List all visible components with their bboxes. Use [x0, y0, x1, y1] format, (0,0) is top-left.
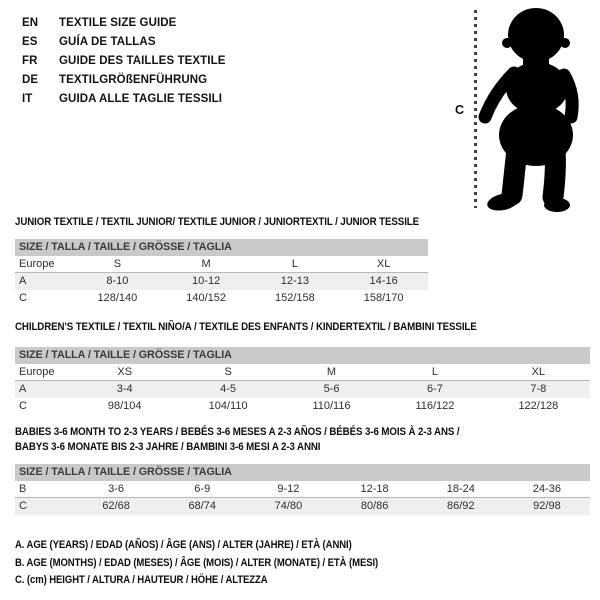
table-row	[15, 290, 428, 307]
size-table-title	[15, 215, 464, 230]
size-table-title	[15, 320, 528, 335]
size-table-rows	[15, 256, 428, 307]
size-value-cell: 122/128	[518, 400, 559, 412]
size-value-cell: 3-4	[116, 383, 133, 395]
size-table	[15, 239, 428, 307]
table-row	[15, 498, 590, 515]
size-value-cell: 8-10	[106, 275, 129, 287]
size-value-cell: L	[291, 258, 298, 270]
language-row	[22, 51, 226, 70]
size-table	[15, 347, 590, 415]
size-value-cell: XL	[531, 366, 546, 378]
size-value-cell: 92/98	[533, 500, 561, 512]
row-label: Europe	[19, 258, 55, 270]
size-value-cell: S	[113, 258, 122, 270]
row-label: C	[19, 500, 27, 512]
size-value-cell: 98/104	[107, 400, 142, 412]
size-value-cell: 18-24	[446, 483, 475, 495]
height-measure-label: C	[455, 103, 465, 117]
size-value-cell: 12-18	[360, 483, 389, 495]
size-value-cell: L	[431, 366, 438, 378]
size-value-cell: 10-12	[192, 275, 221, 287]
size-table-title-line: BABYS 3-6 MONATE BIS 2-3 JAHRE / BAMBINI 3-6 MESI A 2-3 ANNI	[15, 441, 321, 453]
table-row	[15, 381, 590, 398]
table-row	[15, 256, 428, 273]
language-title: GUIDE DES TAILLES TEXTILE	[59, 54, 226, 67]
footnote-line: A. AGE (YEARS) / EDAD (AÑOS) / ÂGE (ANS) / ALTER (JAHRE) / ETÀ (ANNI)	[15, 539, 352, 551]
language-row	[22, 71, 226, 90]
language-code: FR	[22, 54, 38, 67]
size-value-cell: 80/86	[360, 500, 389, 512]
size-value-cell: 12-13	[280, 275, 309, 287]
language-row	[22, 90, 226, 109]
size-value-cell: 6-7	[426, 383, 443, 395]
size-table-title	[15, 425, 509, 455]
baby-silhouette-icon	[468, 5, 593, 213]
size-value-cell: 4-5	[220, 383, 237, 395]
size-table-rows	[15, 481, 590, 515]
size-value-cell: 140/152	[186, 292, 226, 304]
row-label: B	[19, 483, 27, 495]
size-value-cell: S	[224, 366, 232, 378]
language-title: GUÍA DE TALLAS	[59, 35, 156, 48]
size-value-cell: 5-6	[323, 383, 340, 395]
size-value-cell: 110/116	[312, 400, 351, 412]
size-value-cell: 128/140	[97, 292, 138, 304]
size-table-title-line: CHILDREN'S TEXTILE / TEXTIL NIÑO/A / TEXTILE DES ENFANTS / KINDERTEXTIL / BAMBINI TESSILE	[15, 321, 477, 333]
row-label: C	[19, 292, 27, 304]
language-title: GUIDA ALLE TAGLIE TESSILI	[59, 93, 223, 106]
size-table	[15, 464, 590, 515]
table-row	[15, 273, 428, 290]
size-value-cell: 152/158	[274, 292, 315, 304]
size-header-bar: SIZE / TALLA / TAILLE / GRÖSSE / TAGLIA	[15, 464, 590, 481]
size-value-cell: M	[201, 258, 211, 270]
size-value-cell: 7-8	[530, 383, 547, 395]
language-code: EN	[22, 16, 39, 29]
size-value-cell: 104/110	[208, 400, 248, 412]
footnote-line: B. AGE (MONTHS) / EDAD (MESES) / ÂGE (MOIS) / ALTER (MONATE) / ETÀ (MESI)	[15, 556, 379, 569]
size-value-cell: 158/170	[363, 292, 404, 304]
language-code: ES	[22, 35, 38, 48]
size-table-rows	[15, 364, 590, 415]
table-row	[15, 364, 590, 381]
language-title-list	[22, 13, 226, 109]
size-value-cell: XS	[117, 366, 133, 378]
language-row	[22, 32, 226, 51]
footnote-line: C. (cm) HEIGHT / ALTURA / HAUTEUR / HÖHE / ALTEZZA	[15, 574, 268, 586]
size-value-cell: 9-12	[277, 483, 300, 495]
row-label: C	[19, 400, 27, 412]
size-table-title-line: BABIES 3-6 MONTH TO 2-3 YEARS / BEBÉS 3-6 MESES A 2-3 AÑOS / BÉBÉS 3-6 MOIS À 2-3 ANS /	[15, 426, 460, 438]
row-label: A	[19, 383, 27, 395]
size-value-cell: M	[326, 366, 337, 378]
size-value-cell: 24-36	[532, 483, 562, 495]
size-value-cell: 3-6	[108, 483, 125, 495]
size-value-cell: 68/74	[188, 500, 217, 512]
language-code: DE	[22, 74, 39, 87]
size-header-bar: SIZE / TALLA / TAILLE / GRÖSSE / TAGLIA	[15, 239, 428, 256]
size-value-cell: 6-9	[194, 483, 211, 495]
row-label: A	[19, 275, 27, 287]
row-label: Europe	[19, 366, 55, 378]
footnotes	[15, 537, 419, 590]
language-title: TEXTILE SIZE GUIDE	[59, 16, 177, 29]
table-row	[15, 481, 590, 498]
size-header-bar: SIZE / TALLA / TAILLE / GRÖSSE / TAGLIA	[15, 347, 590, 364]
size-value-cell: 74/80	[274, 500, 303, 512]
size-value-cell: 62/68	[102, 500, 130, 512]
language-code: IT	[22, 93, 33, 106]
table-row	[15, 398, 590, 415]
size-value-cell: 116/122	[415, 400, 455, 412]
size-value-cell: XL	[376, 258, 391, 270]
language-row	[22, 13, 226, 32]
language-title: TEXTILGRÖßENFÜHRUNG	[59, 74, 208, 87]
size-table-title-line: JUNIOR TEXTILE / TEXTIL JUNIOR/ TEXTILE JUNIOR / JUNIORTEXTIL / JUNIOR TESSILE	[15, 216, 420, 228]
size-value-cell: 14-16	[369, 275, 398, 287]
size-value-cell: 86/92	[447, 500, 475, 512]
